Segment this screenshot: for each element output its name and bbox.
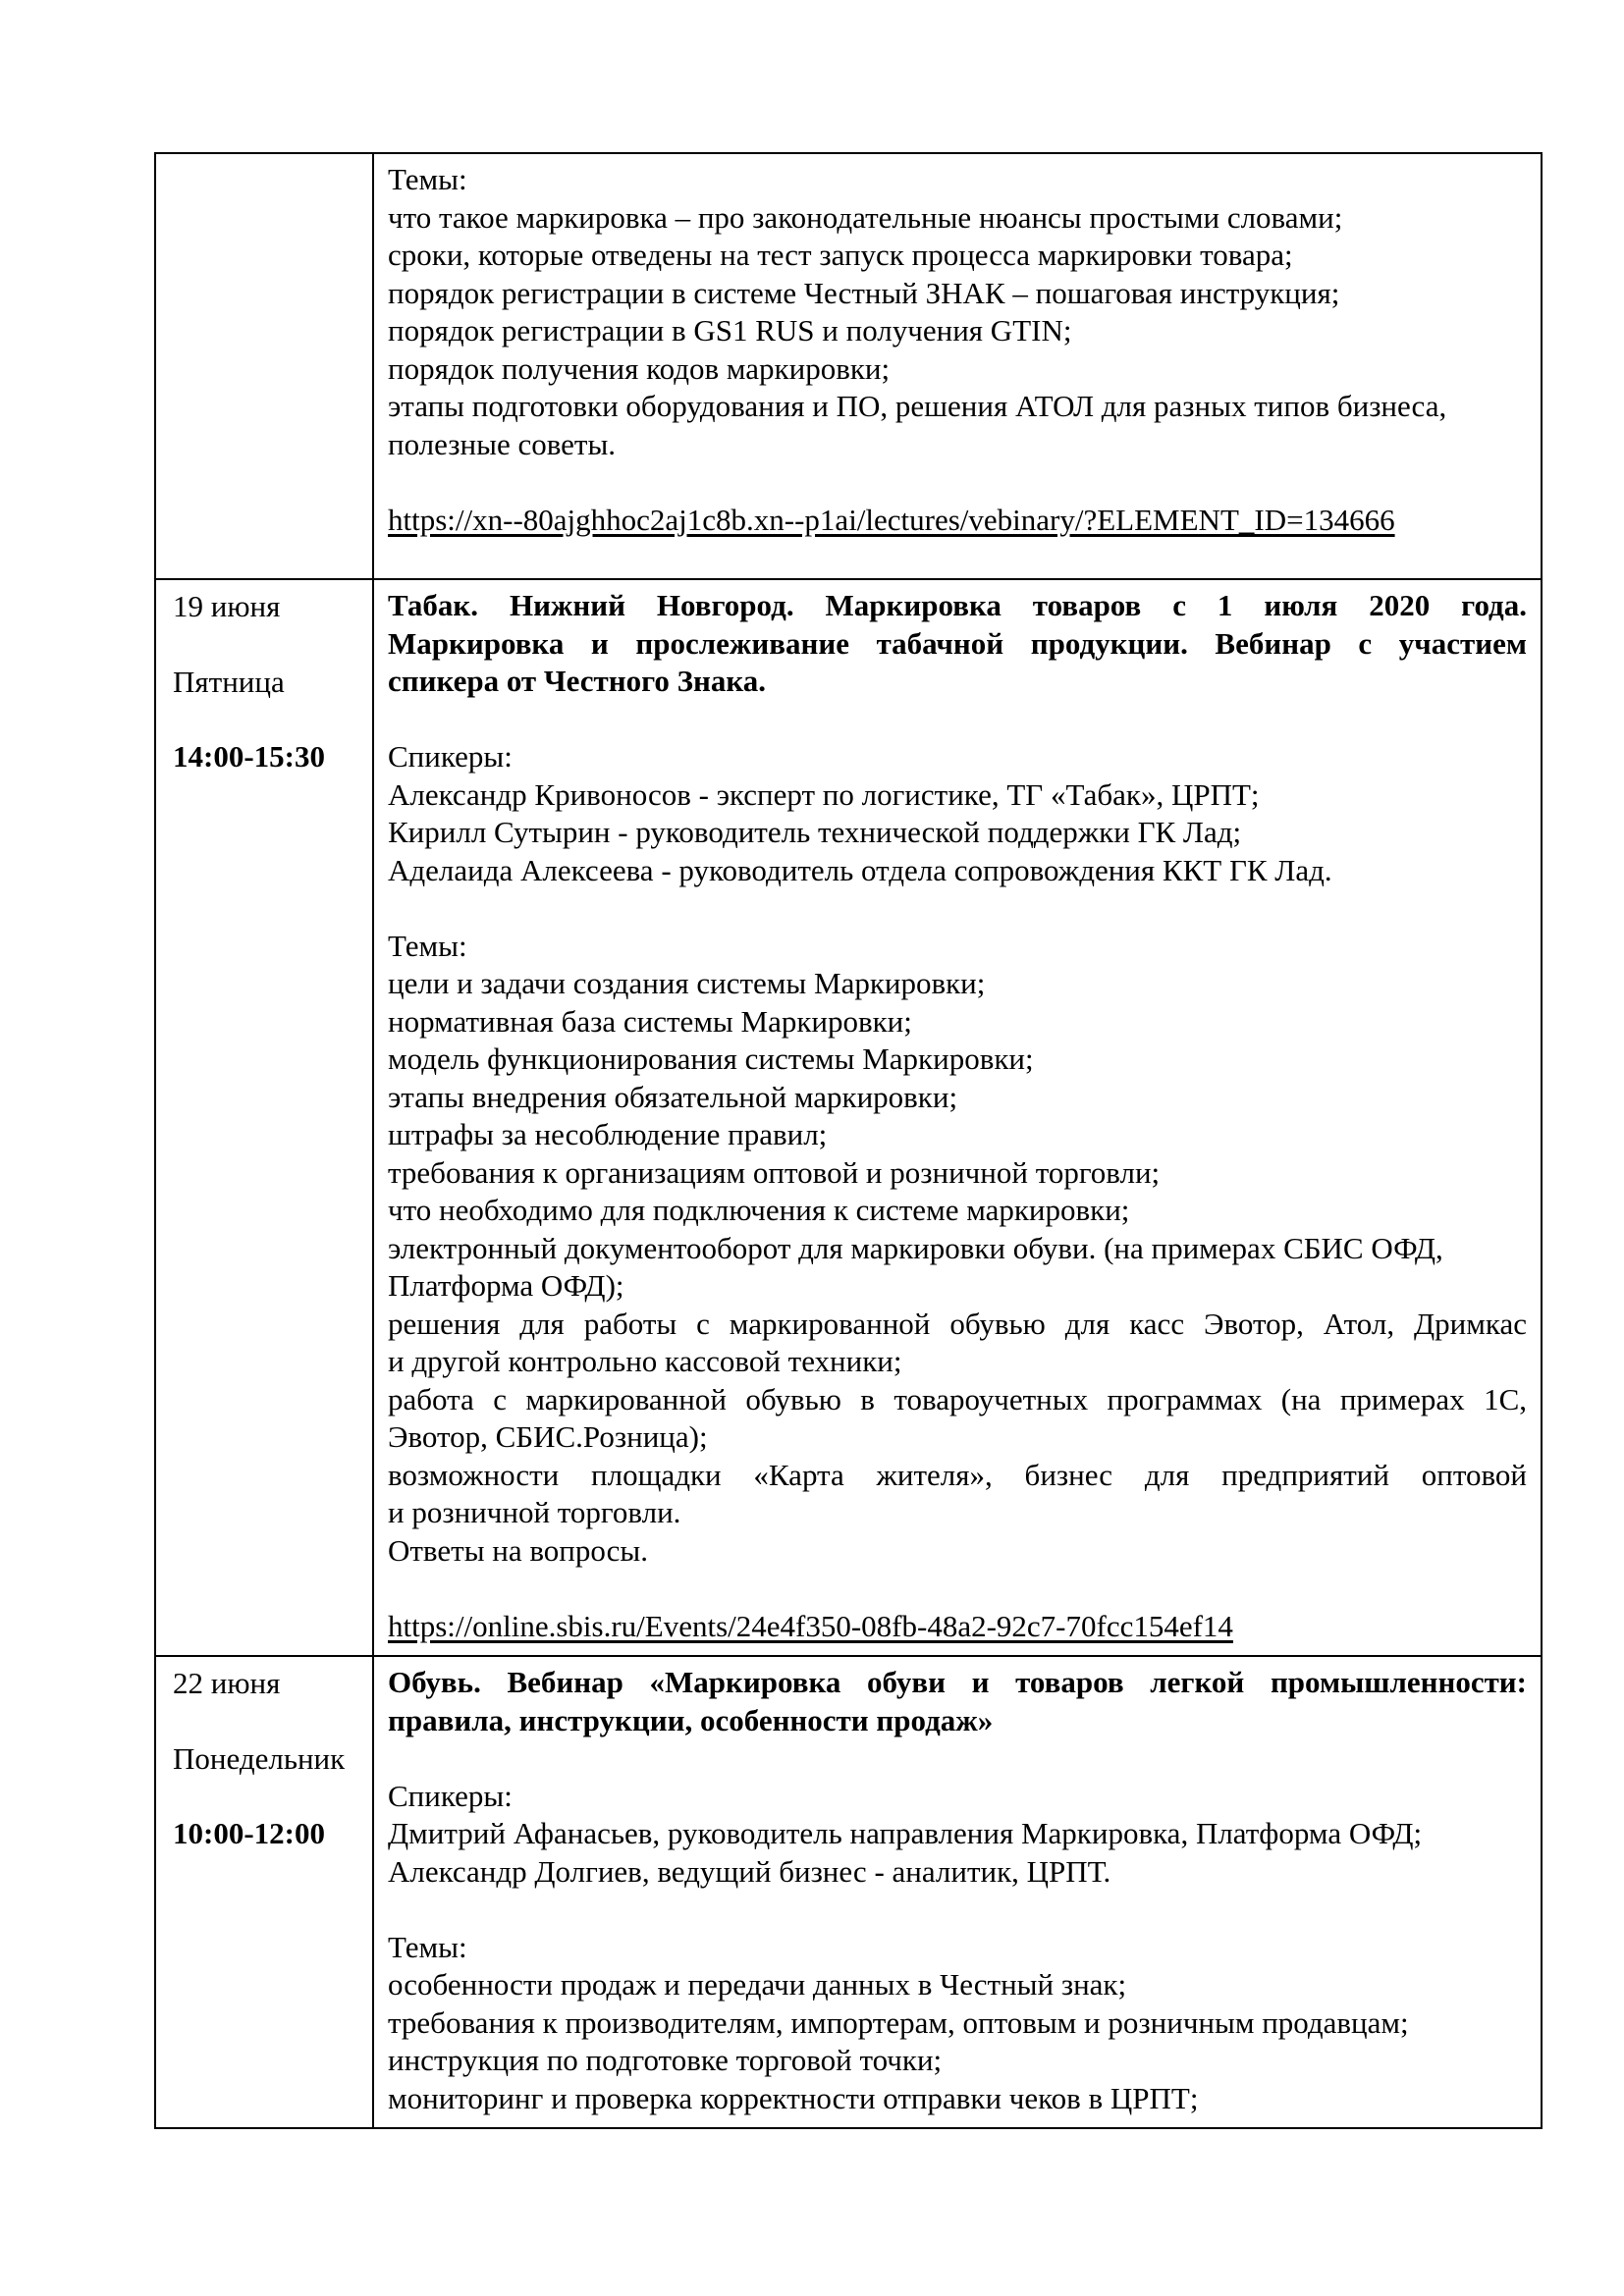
- event-date: 22 июня: [173, 1666, 281, 1700]
- topic-item: и другой контрольно кассовой техники;: [388, 1344, 902, 1378]
- table-row: [155, 579, 1542, 1656]
- speakers-label: Спикеры:: [388, 1778, 513, 1813]
- event-time: 10:00-12:00: [173, 1816, 325, 1850]
- topics-label: Темы:: [388, 1929, 467, 1964]
- topic-item: порядок регистрации в GS1 RUS и получения GTIN;: [388, 313, 1072, 347]
- webinar-link[interactable]: https://xn--80ajghhoc2aj1c8b.xn--p1ai/lectures/vebinary/?ELEMENT_ID=134666: [388, 502, 1395, 537]
- webinar-link[interactable]: https://online.sbis.ru/Events/24e4f350-08fb-48a2-92c7-70fcc154ef14: [388, 1608, 1233, 1643]
- topic-item: что необходимо для подключения к системе маркировки;: [388, 1193, 1130, 1227]
- date-cell: [155, 579, 373, 1656]
- event-title: Табак. Нижний Новгород. Маркировка товаров с 1 июля 2020 года. Маркировка и прослеживание табачной продукции. Вебинар с участием спикера от Честного Знака.: [388, 588, 1527, 698]
- topic-item: инструкция по подготовке торговой точки;: [388, 2043, 943, 2077]
- topic-item: сроки, которые отведены на тест запуск процесса маркировки товара;: [388, 238, 1293, 272]
- speaker-item: Александр Кривоносов - эксперт по логистике, ТГ «Табак», ЦРПТ;: [388, 776, 1260, 812]
- topic-item: штрафы за несоблюдение правил;: [388, 1117, 828, 1151]
- topic-item: требования к производителям, импортерам, оптовым и розничным продавцам;: [388, 2004, 1409, 2040]
- topic-item: возможности площадки «Карта жителя», бизнес для предприятий оптовой: [388, 1457, 1527, 1492]
- topic-item: Платформа ОФД);: [388, 1268, 624, 1303]
- topic-item: этапы подготовки оборудования и ПО, решения АТОЛ для разных типов бизнеса,: [388, 389, 1447, 423]
- topics-label: Темы:: [388, 162, 467, 196]
- speaker-item: Аделаида Алексеева - руководитель отдела сопровождения ККТ ГК Лад.: [388, 852, 1332, 887]
- topic-item: работа с маркированной обувью в товароучетных программах (на примерах 1С,: [388, 1381, 1527, 1416]
- topic-item: электронный документооборот для маркировки обуви. (на примерах СБИС ОФД,: [388, 1230, 1443, 1265]
- event-time: 14:00-15:30: [173, 739, 325, 774]
- event-title: Обувь. Вебинар «Маркировка обуви и товаров легкой промышленности: правила, инструкции, особенности продаж»: [388, 1665, 1527, 1737]
- date-cell: [155, 153, 373, 579]
- topic-item: этапы внедрения обязательной маркировки;: [388, 1079, 958, 1114]
- event-weekday: Понедельник: [173, 1740, 346, 1776]
- date-cell: [155, 1656, 373, 2128]
- topics-label: Темы:: [388, 928, 467, 963]
- topic-item: решения для работы с маркированной обувью для касс Эвотор, Атол, Дримкас: [388, 1306, 1527, 1341]
- speaker-item: Александр Долгиев, ведущий бизнес - аналитик, ЦРПТ.: [388, 1853, 1111, 1889]
- event-date: 19 июня: [173, 589, 281, 623]
- webinar-schedule-table: [154, 152, 1543, 2129]
- topic-item: Ответы на вопросы.: [388, 1532, 648, 1568]
- topic-item: полезные советы.: [388, 426, 617, 461]
- event-weekday: Пятница: [173, 664, 285, 699]
- topic-item: и розничной торговли.: [388, 1495, 681, 1529]
- topic-item: цели и задачи создания системы Маркировки;: [388, 966, 986, 1000]
- topic-item: модель функционирования системы Маркировки;: [388, 1041, 1034, 1076]
- speakers-label: Спикеры:: [388, 739, 513, 774]
- topic-item: особенности продаж и передачи данных в Честный знак;: [388, 1967, 1127, 2002]
- topic-item: Эвотор, СБИС.Розница);: [388, 1419, 708, 1454]
- table-row: [155, 1656, 1542, 2128]
- topic-item: нормативная база системы Маркировки;: [388, 1003, 912, 1039]
- speaker-item: Кирилл Сутырин - руководитель технической поддержки ГК Лад;: [388, 815, 1242, 849]
- table-row: [155, 153, 1542, 579]
- topic-item: требования к организациям оптовой и розничной торговли;: [388, 1154, 1161, 1190]
- event-cell: [373, 153, 1542, 579]
- event-cell: [373, 1656, 1542, 2128]
- topic-item: мониторинг и проверка корректности отправки чеков в ЦРПТ;: [388, 2080, 1199, 2115]
- topic-item: порядок регистрации в системе Честный ЗНАК – пошаговая инструкция;: [388, 275, 1340, 310]
- topic-item: что такое маркировка – про законодательные нюансы простыми словами;: [388, 199, 1343, 235]
- topic-item: порядок получения кодов маркировки;: [388, 350, 891, 386]
- speaker-item: Дмитрий Афанасьев, руководитель направления Маркировка, Платформа ОФД;: [388, 1816, 1423, 1850]
- event-cell: [373, 579, 1542, 1656]
